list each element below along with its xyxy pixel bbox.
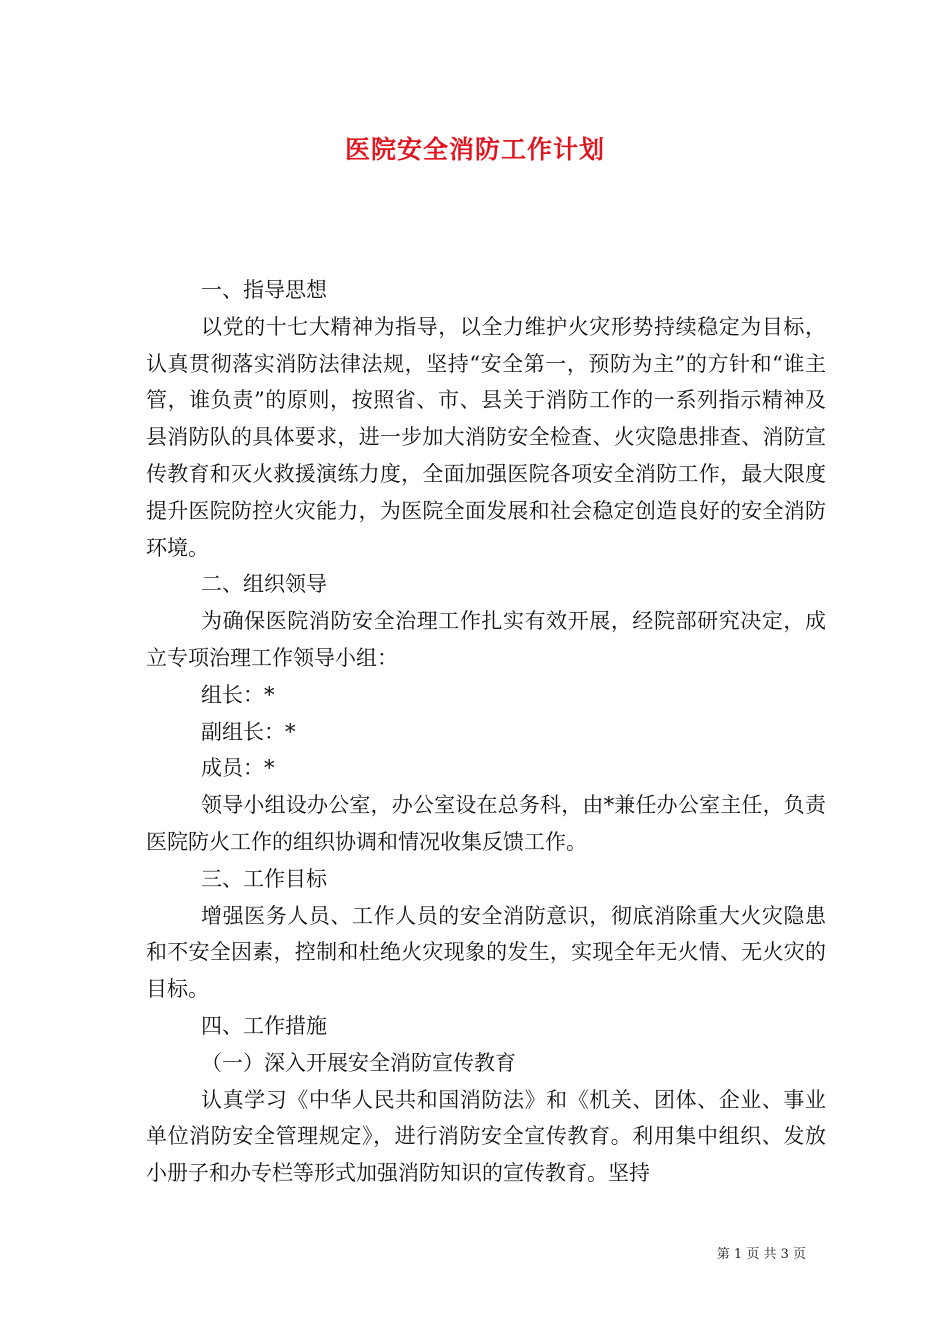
section-heading-1: 一、指导思想 [201,278,327,302]
subsection-heading-1: （一）深入开展安全消防宣传教育 [201,1050,516,1075]
page-number: 第 1 页 共 3 页 [716,1247,806,1262]
paragraph-office: 领导小组设办公室，办公室设在总务科，由*兼任办公室主任，负责医院防火工作的组织协调和情况收集反馈工作。 [146,793,826,854]
paragraph-guiding-thought: 以党的十七大精神为指导，以全力维护火灾形势持续稳定为目标，认真贯彻落实消防法律法规，坚持“安全第一，预防为主”的方针和“谁主管，谁负责”的原则，按照省、市、县关于消防工作的一系列指示精神及县消防队的具体要求，进一步加大消防安全检查、火灾隐患排查、消防宣传教育和灭火救援演练力度，全面加强医院各项安全消防工作，最大限度提升医院防控火灾能力，为医院全面发展和社会稳定创造良好的安全消防环境。 [146,314,826,560]
section-heading-3: 三、工作目标 [201,866,327,891]
section-heading-2: 二、组织领导 [201,572,327,597]
members-line: 成员：* [201,756,275,781]
document-title: 医院安全消防工作计划 [344,135,605,164]
paragraph-goals: 增强医务人员、工作人员的安全消防意识，彻底消除重大火灾隐患和不安全因素，控制和杜绝火灾现象的发生，实现全年无火情、无火灾的目标。 [146,903,826,1002]
paragraph-education: 认真学习《中华人民共和国消防法》和《机关、团体、企业、事业单位消防安全管理规定》，进行消防安全宣传教育。利用集中组织、发放小册子和办专栏等形式加强消防知识的宣传教育。坚持 [146,1087,826,1186]
section-heading-4: 四、工作措施 [201,1013,327,1038]
paragraph-organization: 为确保医院消防安全治理工作扎实有效开展，经院部研究决定，成立专项治理工作领导小组： [146,609,826,670]
document-body [146,272,826,1192]
deputy-leader-line: 副组长：* [201,719,296,744]
leader-line: 组长：* [201,682,275,707]
